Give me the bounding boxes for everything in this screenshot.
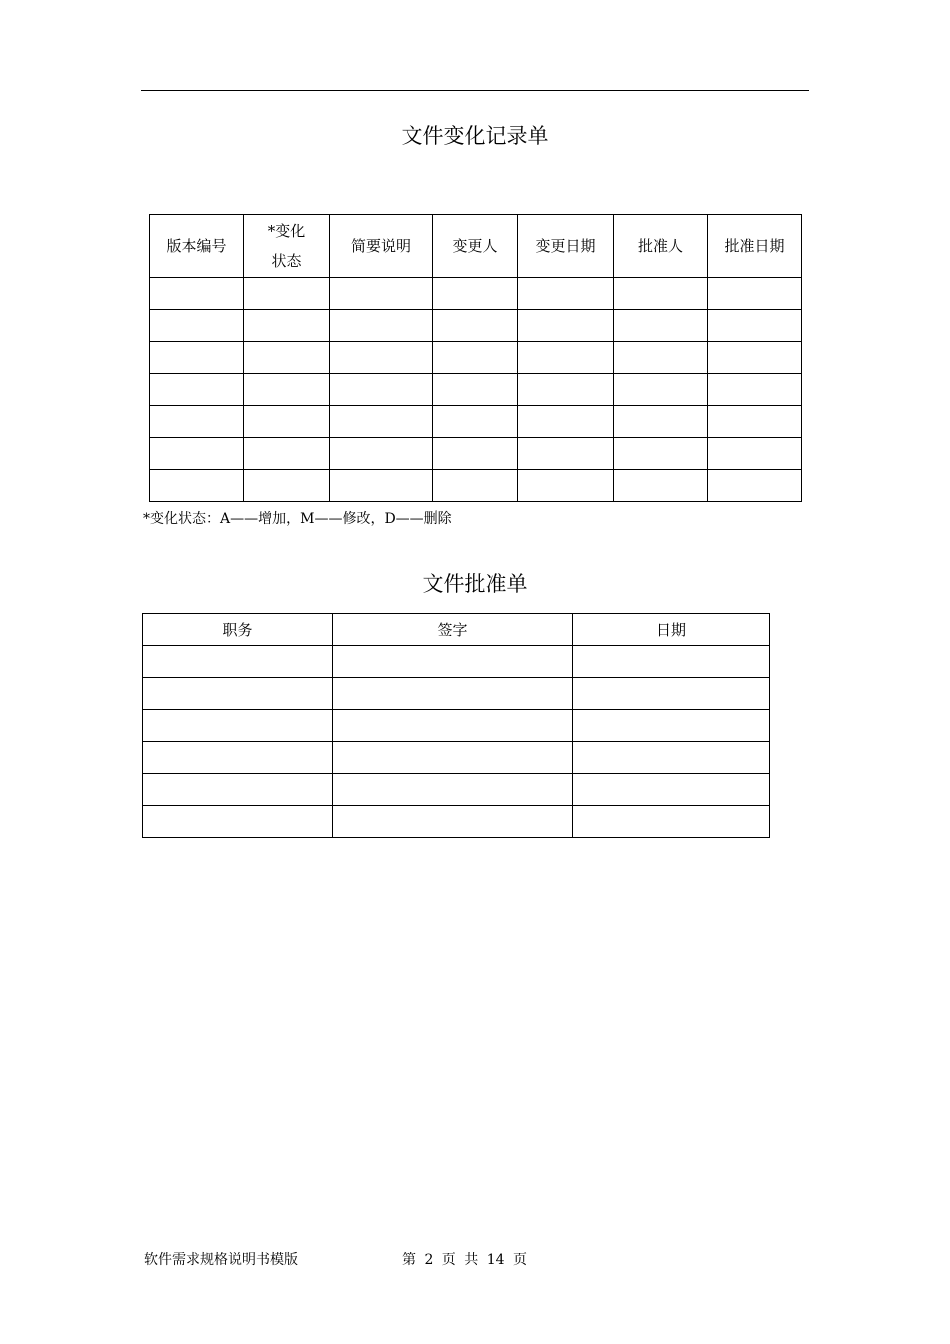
table-cell: [708, 406, 802, 438]
table-cell: [143, 774, 333, 806]
table-cell: [150, 438, 244, 470]
table-cell: [333, 710, 573, 742]
table-cell: [708, 374, 802, 406]
header-change-status: *变化 状态: [244, 215, 330, 278]
table-cell: [143, 742, 333, 774]
footer-page-number: 第 2 页 共 14 页: [402, 1252, 527, 1268]
table-cell: [573, 710, 770, 742]
table-cell: [708, 470, 802, 502]
table-cell: [244, 342, 330, 374]
table-cell: [433, 470, 518, 502]
table-cell: [614, 438, 708, 470]
header-signature: 签字: [333, 614, 573, 646]
table-row: [143, 806, 770, 838]
table-row: [143, 646, 770, 678]
table-cell: [708, 310, 802, 342]
table-cell: [150, 470, 244, 502]
table-cell: [518, 374, 614, 406]
table-cell: [150, 342, 244, 374]
table-cell: [433, 278, 518, 310]
header-version: 版本编号: [150, 215, 244, 278]
change-record-table: [149, 214, 802, 502]
table-cell: [244, 310, 330, 342]
table-cell: [150, 374, 244, 406]
header-date: 日期: [573, 614, 770, 646]
table-row: [143, 678, 770, 710]
header-change-date: 变更日期: [518, 215, 614, 278]
table-cell: [518, 342, 614, 374]
table-cell: [573, 646, 770, 678]
table-cell: [433, 310, 518, 342]
table-cell: [614, 470, 708, 502]
table-cell: [333, 646, 573, 678]
table-cell: [614, 374, 708, 406]
table-cell: [433, 342, 518, 374]
change-record-header-row: [150, 215, 802, 278]
header-position: 职务: [143, 614, 333, 646]
table-cell: [244, 406, 330, 438]
table-row: [150, 342, 802, 374]
table-cell: [150, 310, 244, 342]
table-cell: [330, 310, 433, 342]
table-cell: [333, 678, 573, 710]
table-row: [150, 470, 802, 502]
table-row: [143, 742, 770, 774]
table-cell: [244, 278, 330, 310]
header-rule: [141, 90, 809, 91]
table-cell: [614, 310, 708, 342]
footer-doc-name: 软件需求规格说明书模版: [144, 1252, 298, 1268]
table-cell: [244, 374, 330, 406]
table-cell: [143, 806, 333, 838]
table-row: [150, 278, 802, 310]
table-cell: [573, 742, 770, 774]
approval-table: [142, 613, 770, 838]
table-cell: [433, 374, 518, 406]
table-cell: [330, 438, 433, 470]
change-record-title: 文件变化记录单: [401, 124, 549, 148]
header-approver: 批准人: [614, 215, 708, 278]
header-approval-date: 批准日期: [708, 215, 802, 278]
table-cell: [150, 406, 244, 438]
table-row: [150, 310, 802, 342]
table-cell: [333, 742, 573, 774]
table-cell: [518, 470, 614, 502]
table-cell: [244, 470, 330, 502]
table-cell: [244, 438, 330, 470]
table-cell: [143, 678, 333, 710]
table-cell: [333, 774, 573, 806]
table-cell: [518, 438, 614, 470]
table-cell: [573, 774, 770, 806]
table-row: [150, 406, 802, 438]
approval-header-row: [143, 614, 770, 646]
table-cell: [518, 278, 614, 310]
table-cell: [614, 406, 708, 438]
table-cell: [708, 278, 802, 310]
table-row: [143, 774, 770, 806]
table-cell: [433, 438, 518, 470]
table-cell: [330, 470, 433, 502]
table-row: [150, 438, 802, 470]
table-cell: [573, 806, 770, 838]
table-cell: [433, 406, 518, 438]
table-cell: [333, 806, 573, 838]
table-cell: [150, 278, 244, 310]
approval-title: 文件批准单: [422, 572, 528, 596]
table-cell: [330, 374, 433, 406]
table-cell: [708, 438, 802, 470]
header-changer: 变更人: [433, 215, 518, 278]
table-row: [143, 710, 770, 742]
table-cell: [573, 678, 770, 710]
table-cell: [143, 710, 333, 742]
table-cell: [708, 342, 802, 374]
table-cell: [330, 342, 433, 374]
header-summary: 简要说明: [330, 215, 433, 278]
table-cell: [518, 406, 614, 438]
table-cell: [614, 278, 708, 310]
table-cell: [143, 646, 333, 678]
table-cell: [330, 278, 433, 310]
table-cell: [330, 406, 433, 438]
table-row: [150, 374, 802, 406]
table-cell: [614, 342, 708, 374]
table-cell: [518, 310, 614, 342]
change-status-note: *变化状态：A——增加，M——修改，D——删除: [143, 511, 452, 527]
